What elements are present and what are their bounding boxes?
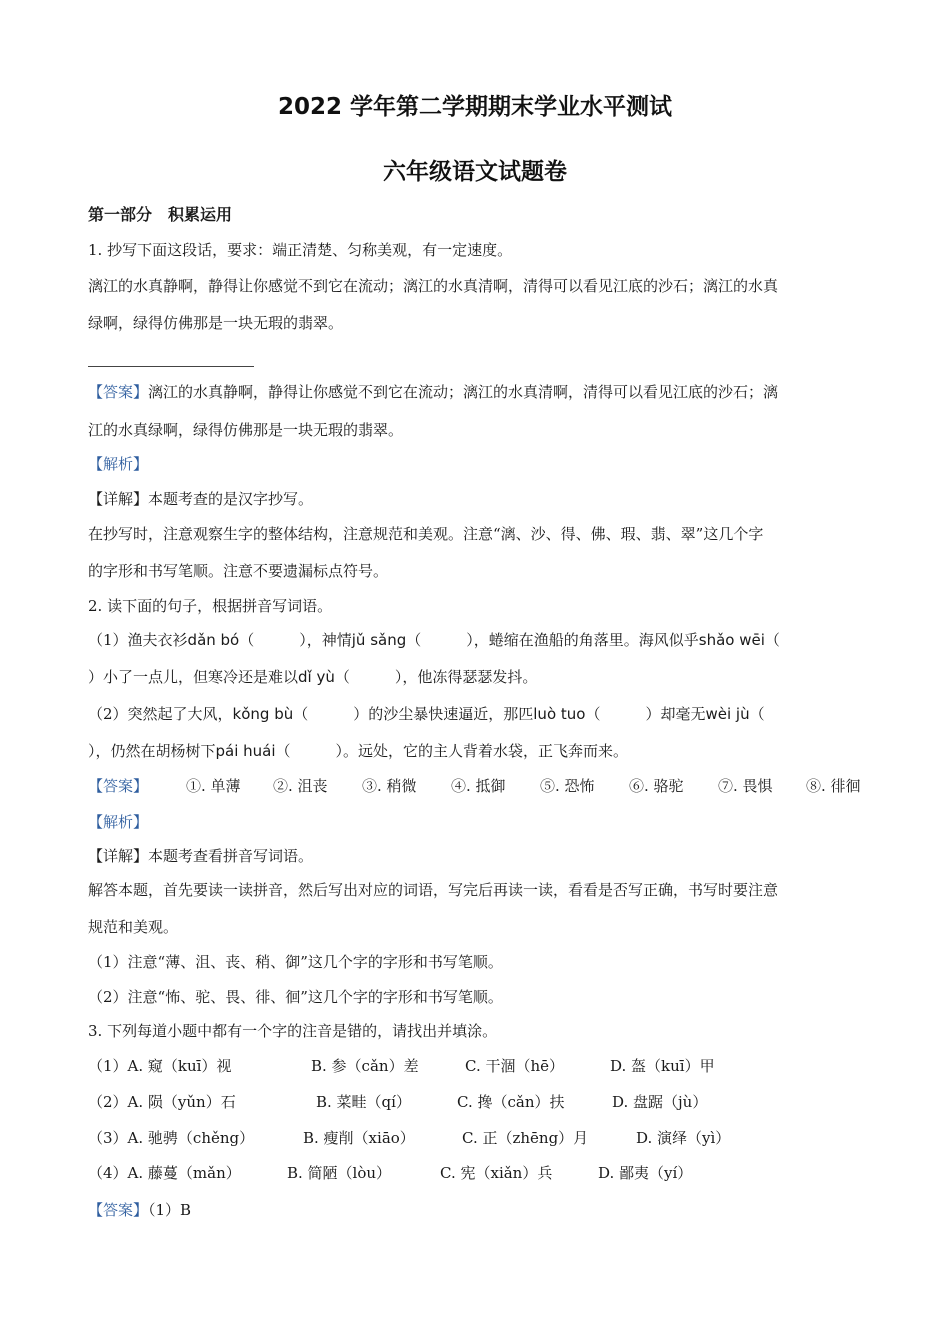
q2-detail: 【详解】本题考查看拼音写词语。 [88, 847, 314, 865]
q2-answer-item: ⑤. 恐怖 [540, 777, 595, 795]
q2-answer-item: ②. 沮丧 [273, 777, 328, 795]
pinyin: dǎn bó [187, 631, 240, 649]
pinyin: luò tuo [533, 705, 586, 723]
detail-tag: 【详解】 [88, 490, 149, 508]
q2-answer-item: ⑥. 骆驼 [629, 777, 684, 795]
q3-option: （4）A. 藤蔓（mǎn） [88, 1164, 241, 1182]
q2-detail-line: 解答本题，首先要读一读拼音，然后写出对应的词语，写完后再读一读，看看是否写正确，书写时要注意 [88, 881, 779, 899]
q2-answer-item: ⑦. 畏惧 [718, 777, 773, 795]
pinyin: wèi jù [705, 705, 750, 723]
answer-tag: 【答案】 [88, 777, 149, 795]
q2-answer-item: ⑧. 徘徊 [806, 777, 861, 795]
exam-subtitle: 六年级语文试题卷 [383, 159, 567, 185]
q2-answer-item: ①. 单薄 [186, 777, 241, 795]
analysis-tag: 【解析】 [88, 455, 149, 473]
section-heading: 第一部分 积累运用 [88, 205, 233, 224]
q2-detail-line: （2）注意“怖、驼、畏、徘、徊”这几个字的字形和书写笔顺。 [88, 988, 503, 1006]
q2-detail-line: 规范和美观。 [88, 918, 179, 936]
q3-option: C. 正（zhēng）月 [462, 1129, 589, 1147]
q3-option: C. 宪（xiǎn）兵 [440, 1164, 553, 1182]
q2-sentence-line: ）小了一点儿，但寒冷还是难以dǐ yù（ ），他冻得瑟瑟发抖。 [88, 668, 538, 686]
q3-option: B. 参（cǎn）差 [311, 1057, 419, 1075]
q2-answer-item: ④. 抵御 [451, 777, 506, 795]
q3-option: （1）A. 窥（kuī）视 [88, 1057, 232, 1075]
q1-answer-cont: 江的水真绿啊，绿得仿佛那是一块无瑕的翡翠。 [88, 421, 404, 439]
q1-text-line: 绿啊，绿得仿佛那是一块无瑕的翡翠。 [88, 314, 344, 332]
q3-prompt: 3. 下列每道小题中都有一个字的注音是错的，请找出并填涂。 [88, 1022, 498, 1040]
q1-prompt: 1. 抄写下面这段话，要求：端正清楚、匀称美观，有一定速度。 [88, 241, 513, 259]
q3-option: D. 盔（kuī）甲 [610, 1057, 715, 1075]
analysis-tag: 【解析】 [88, 813, 149, 831]
q3-option: （3）A. 驰骋（chěng） [88, 1129, 255, 1147]
q1-detail-line: 在抄写时，注意观察生字的整体结构，注意规范和美观。注意“漓、沙、得、佛、瑕、翡、翠”这几个字 [88, 525, 764, 543]
q1-text-line: 漓江的水真静啊，静得让你感觉不到它在流动；漓江的水真清啊，清得可以看见江底的沙石；漓江的水真 [88, 277, 779, 295]
q3-option: （2）A. 陨（yǔn）石 [88, 1093, 236, 1111]
q2-detail-line: （1）注意“薄、沮、丧、稍、御”这几个字的字形和书写笔顺。 [88, 953, 503, 971]
q3-option: D. 演绎（yì） [636, 1129, 731, 1147]
q2-sentence-line: （2）突然起了大风，kǒng bù（ ）的沙尘暴快速逼近，那匹luò tuo（ ）却毫无wèi jù（ [88, 705, 765, 723]
q3-option: B. 菜畦（qí） [316, 1093, 411, 1111]
q3-option: B. 瘦削（xiāo） [303, 1129, 415, 1147]
answer-tag: 【答案】 [88, 383, 149, 401]
pinyin: shǎo wēi [698, 631, 765, 649]
pinyin: dǐ yù [298, 668, 335, 686]
q1-answer: 【答案】漓江的水真静啊，静得让你感觉不到它在流动；漓江的水真清啊，清得可以看见江底的沙石；漓 [88, 383, 779, 401]
q3-option: C. 搀（cǎn）扶 [457, 1093, 565, 1111]
detail-tag: 【详解】 [88, 847, 149, 865]
pinyin: kǒng bù [232, 705, 294, 723]
answer-underline [88, 366, 254, 367]
q2-sentence-line: ），仍然在胡杨树下pái huái（ ）。远处，它的主人背着水袋，正飞奔而来。 [88, 742, 629, 760]
q3-option: D. 鄙夷（yí） [598, 1164, 693, 1182]
q2-answer-item: ③. 稍微 [362, 777, 417, 795]
q2-sentence-line: （1）渔夫衣衫dǎn bó（ ），神情jǔ sǎng（ ），蜷缩在渔船的角落里。海风似乎shǎo wēi（ [88, 631, 780, 649]
q3-option: B. 简陋（lòu） [287, 1164, 392, 1182]
q3-option: C. 干涸（hē） [465, 1057, 565, 1075]
q1-detail: 【详解】本题考查的是汉字抄写。 [88, 490, 314, 508]
q1-detail-line: 的字形和书写笔顺。注意不要遗漏标点符号。 [88, 562, 389, 580]
q2-prompt: 2. 读下面的句子，根据拼音写词语。 [88, 597, 333, 615]
exam-title: 2022 学年第二学期期末学业水平测试 [277, 94, 673, 120]
answer-tag: 【答案】 [88, 1201, 149, 1219]
pinyin: jǔ sǎng [351, 631, 407, 649]
pinyin: pái huái [215, 742, 276, 760]
q3-answer: 【答案】（1）B [88, 1201, 192, 1219]
q3-option: D. 盘踞（jù） [612, 1093, 708, 1111]
